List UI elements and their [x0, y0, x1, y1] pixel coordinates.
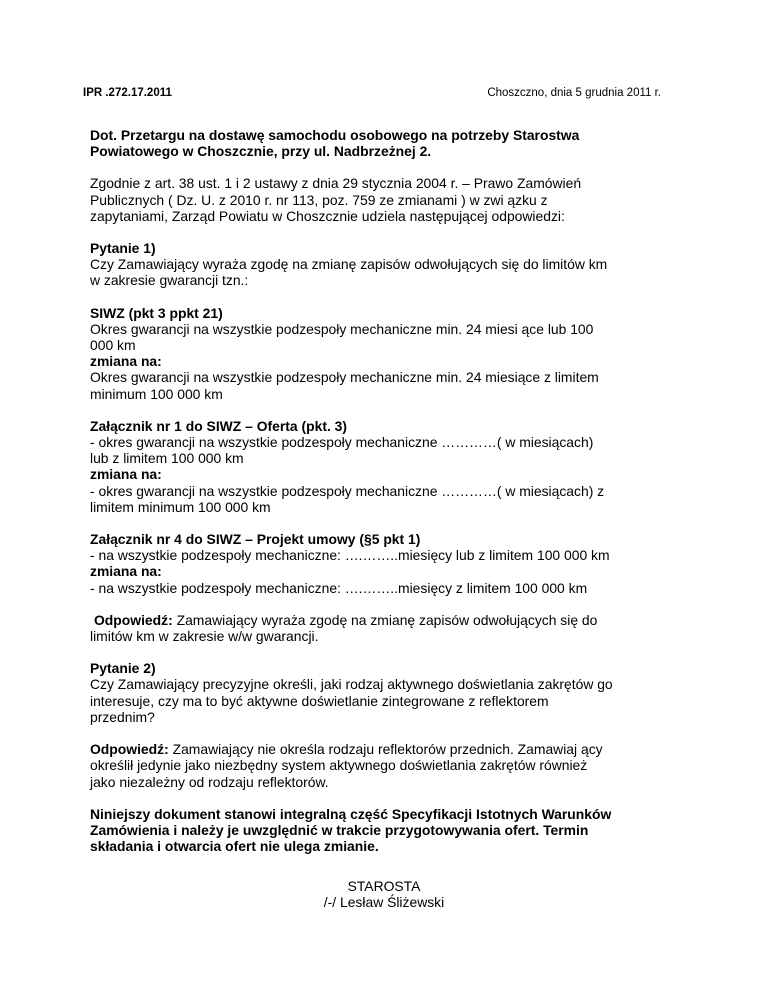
attachment-1-line: limitem minimum 100 000 km	[90, 498, 271, 515]
question-2	[90, 660, 690, 725]
answer-2-first-line	[90, 741, 690, 757]
intro-line: zapytaniami, Zarząd Powiatu w Choszcznie udziela następującej odpowiedzi:	[90, 207, 565, 224]
attachment-1-line: lub z limitem 100 000 km	[90, 450, 244, 467]
siwz-line: Okres gwarancji na wszystkie podzespoły mechaniczne min. 24 miesi ące lub 100	[90, 320, 594, 337]
signature-name: /-/ Lesław Śliżewski	[323, 894, 445, 911]
attachment-1-line: - okres gwarancji na wszystkie podzespoły mechaniczne …………( w miesiącach)	[90, 434, 594, 451]
closing-line: Niniejszy dokument stanowi integralną część Specyfikacji Istotnych Warunków	[90, 805, 612, 822]
answer-2-line: określił jedynie jako niezbędny system aktywnego doświetlania zakrętów również	[90, 757, 588, 774]
question-2-line: przednim?	[90, 708, 155, 725]
closing-line: Zamówienia i należy je uwzględnić w trakcie przygotowywania ofert. Termin	[90, 821, 589, 838]
place-and-date: Choszczno, dnia 5 grudnia 2011 r.	[487, 87, 661, 99]
signature-block	[0, 878, 768, 910]
question-2-heading: Pytanie 2)	[90, 660, 156, 677]
siwz-line: 000 km	[90, 337, 136, 354]
question-1-heading: Pytanie 1)	[90, 240, 156, 257]
attachment-1-section	[90, 418, 690, 515]
intro-line: Publicznych ( Dz. U. z 2010 r. nr 113, poz. 759 ze zmianami ) w zwi ązku z	[90, 191, 548, 208]
attachment-4-section	[90, 531, 690, 596]
answer-1	[90, 612, 690, 644]
attachment-4-heading: Załącznik nr 4 do SIWZ – Projekt umowy (§5 pkt 1)	[90, 531, 421, 548]
answer-1-label: Odpowiedź:	[94, 611, 173, 628]
signature-title: STAROSTA	[347, 878, 421, 894]
answer-1-text: Zamawiający wyraża zgodę na zmianę zapisów odwołujących się do	[172, 611, 598, 628]
reference-number: IPR .272.17.2011	[83, 87, 172, 99]
siwz-line: minimum 100 000 km	[90, 385, 223, 402]
document-header	[83, 87, 661, 103]
attachment-4-line: - na wszystkie podzespoły mechaniczne: ….……..miesięcy z limitem 100 000 km	[90, 579, 588, 596]
answer-2-label: Odpowiedź:	[90, 741, 169, 758]
answer-1-first-line	[90, 612, 690, 628]
siwz-heading: SIWZ (pkt 3 ppkt 21)	[90, 304, 223, 321]
attachment-1-heading: Załącznik nr 1 do SIWZ – Oferta (pkt. 3)	[90, 417, 348, 434]
intro-line: Zgodnie z art. 38 ust. 1 i 2 ustawy z dnia 29 stycznia 2004 r. – Prawo Zamówień	[90, 175, 582, 192]
closing-line: składania i otwarcia ofert nie ulega zmianie.	[90, 838, 379, 855]
answer-1-line: limitów km w zakresie w/w gwarancji.	[90, 628, 319, 645]
siwz-line: Okres gwarancji na wszystkie podzespoły mechaniczne min. 24 miesiące z limitem	[90, 369, 599, 386]
attachment-1-line: - okres gwarancji na wszystkie podzespoły mechaniczne …………( w miesiącach) z	[90, 482, 605, 499]
answer-2-line: jako niezależny od rodzaju reflektorów.	[90, 773, 329, 790]
subject-paragraph	[90, 127, 690, 159]
answer-2	[90, 741, 690, 790]
attachment-1-change-label: zmiana na:	[90, 466, 162, 483]
question-2-line: Czy Zamawiający precyzyjne określi, jaki rodzaj aktywnego doświetlania zakrętów go	[90, 676, 613, 693]
question-1	[90, 240, 690, 289]
question-1-line: Czy Zamawiający wyraża zgodę na zmianę zapisów odwołujących się do limitów km	[90, 256, 608, 273]
subject-line: Powiatowego w Choszcznie, przy ul. Nadbrzeżnej 2.	[90, 143, 432, 160]
document-body	[90, 127, 690, 870]
attachment-4-line: - na wszystkie podzespoły mechaniczne: ….……..miesięcy lub z limitem 100 000 km	[90, 547, 610, 564]
siwz-change-label: zmiana na:	[90, 353, 162, 370]
question-2-line: interesuje, czy ma to być aktywne doświetlanie zintegrowane z reflektorem	[90, 692, 549, 709]
question-1-line: w zakresie gwarancji tzn.:	[90, 272, 249, 289]
closing-paragraph	[90, 806, 690, 855]
siwz-section	[90, 305, 690, 402]
intro-paragraph	[90, 175, 690, 224]
subject-line: Dot. Przetargu na dostawę samochodu osobowego na potrzeby Starostwa	[90, 127, 580, 143]
answer-2-text: Zamawiający nie określa rodzaju reflektorów przednich. Zamawiaj ący	[168, 741, 603, 758]
attachment-4-change-label: zmiana na:	[90, 563, 162, 580]
